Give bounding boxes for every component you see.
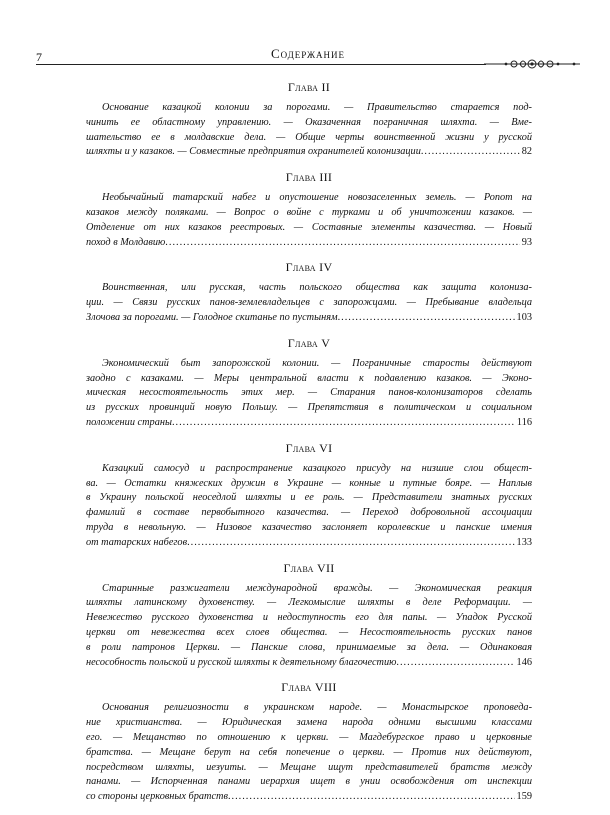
- toc-chapter: [86, 336, 532, 431]
- summary-line-text: Воинственная, или русская, часть польского общества как защита колониза-: [102, 282, 532, 294]
- toc-chapter: [86, 680, 532, 805]
- chapter-page-number: 82: [521, 146, 532, 158]
- summary-line: [86, 281, 532, 296]
- summary-line: [86, 775, 532, 790]
- summary-line: [86, 716, 532, 731]
- chapter-summary: [86, 101, 532, 160]
- summary-line-text: братства. — Мещане берут на себя попечение о церкви. — Против них действуют,: [86, 746, 532, 758]
- chapter-page-number: 159: [516, 791, 532, 803]
- summary-line-text: Злочова за порогами. — Голодное скитанье по пустыням: [86, 311, 338, 323]
- summary-line: [86, 462, 532, 477]
- summary-line: [86, 145, 532, 160]
- summary-line-text: в роли патронов Церкви. — Панские слова, принимаемые за дела. — Одинаковая: [86, 641, 532, 653]
- chapter-page-number: 103: [516, 311, 532, 323]
- header-rule: [36, 64, 486, 65]
- dot-leader: [421, 145, 520, 160]
- summary-line-text: шательство ее в молдавские дела. — Общие черты воинственной жизни у русской: [86, 131, 532, 143]
- summary-line-text: Основания религиозности в украинском народе. — Монастырское проповеда-: [102, 702, 532, 714]
- chapter-title: Глава VII: [283, 560, 335, 575]
- summary-line-text: Невежество русского духовенства и недоступность его для папы. — Упадок Русской: [86, 612, 532, 624]
- summary-line-text: панами. — Испорченная панами иерархия ищет в унии освобождения от инспекции: [86, 776, 532, 788]
- running-title: Содержание: [270, 46, 346, 61]
- summary-line-text: чинить ее областному управлению. — Оказаченная пограничная шляхта. — Вме-: [86, 116, 532, 128]
- chapter-title: Глава IV: [285, 260, 333, 275]
- summary-line-text: его. — Мещанство по отношению к церкви. — Магдебургское право и церковные: [86, 731, 532, 743]
- summary-line-text: из русских провинций новую Польшу. — Препятствия в политическом и социальном: [86, 402, 532, 414]
- summary-line: [86, 221, 532, 236]
- summary-line: [86, 386, 532, 401]
- summary-line-text: шляхты латинскому духовенству. — Легкомыслие шляхты в деле Реформации. —: [86, 597, 532, 609]
- summary-line: [86, 701, 532, 716]
- summary-line-text: поход в Молдавию: [86, 236, 166, 248]
- summary-line-text: заодно с казаками. — Меры центральной власти к подавлению казаков. — Эконо-: [86, 372, 532, 384]
- summary-line: [86, 101, 532, 116]
- dot-leader: [172, 416, 515, 431]
- summary-line: [86, 357, 532, 372]
- chapter-title: Глава VIII: [281, 680, 337, 695]
- chapter-summary: [86, 191, 532, 250]
- summary-line: [86, 596, 532, 611]
- summary-line-text: церкви от невежества всех слоев общества. — Несостоятельность русских панов: [86, 626, 532, 638]
- summary-line-text: положении страны: [86, 416, 172, 428]
- summary-line: [86, 611, 532, 626]
- summary-line: [86, 131, 532, 146]
- summary-line: [86, 206, 532, 221]
- summary-line: [86, 477, 532, 492]
- chapter-page-number: 146: [516, 656, 532, 668]
- summary-line: [86, 746, 532, 761]
- chapter-summary: [86, 582, 532, 671]
- toc-chapter: [86, 170, 532, 250]
- summary-line: [86, 521, 532, 536]
- toc-chapter: [86, 441, 532, 551]
- summary-line: [86, 536, 532, 551]
- summary-line: [86, 401, 532, 416]
- toc-chapter: [86, 561, 532, 671]
- dot-leader: [165, 236, 519, 251]
- chapter-page-number: 116: [516, 416, 532, 428]
- summary-line-text: ва. — Остатки княжеских дружин в Украине — конные и путные бояре. — Наплыв: [86, 477, 532, 489]
- dot-leader: [187, 536, 514, 551]
- chapter-summary: [86, 281, 532, 325]
- summary-line-text: ции. — Связи русских панов-землевладельцев с запорожцами. — Пребывание владельца: [86, 297, 532, 309]
- summary-line: [86, 641, 532, 656]
- summary-line-text: Старинные разжигатели международной вражды. — Экономическая реакция: [102, 582, 532, 594]
- summary-line-text: посредством шляхты, иезуиты. — Мещане ищут представителей братств между: [86, 761, 532, 773]
- dot-leader: [338, 311, 515, 326]
- chapter-title: Глава V: [287, 335, 331, 350]
- summary-line-text: фамилий в составе первобытного казачества. — Переход добровольной ассоциации: [86, 507, 532, 519]
- summary-line-text: Казацкий самосуд и распространение казацкого присуду на низшие слои общест-: [102, 462, 532, 474]
- chapter-summary: [86, 462, 532, 551]
- toc-chapter: [86, 260, 532, 325]
- summary-line-text: Экономический быт запорожской колонии. — Пограничные старосты действуют: [102, 357, 532, 369]
- dot-leader: [396, 656, 514, 671]
- summary-line: [86, 311, 532, 326]
- summary-line: [86, 761, 532, 776]
- summary-line: [86, 296, 532, 311]
- ornament-icon: [484, 56, 580, 72]
- summary-line: [86, 582, 532, 597]
- page-header: [36, 42, 580, 72]
- chapter-summary: [86, 701, 532, 805]
- summary-line: [86, 416, 532, 431]
- summary-line-text: ние христианства. — Юридическая замена народа одними высшими классами: [86, 717, 532, 729]
- summary-line: [86, 656, 532, 671]
- summary-line-text: казаков между поляками. — Вопрос о войне с турками и об уничтожении казаков. —: [86, 206, 532, 218]
- summary-line: [86, 372, 532, 387]
- summary-line: [86, 191, 532, 206]
- summary-line: [86, 236, 532, 251]
- chapter-title: Глава III: [285, 170, 333, 185]
- summary-line: [86, 506, 532, 521]
- summary-line: [86, 491, 532, 506]
- chapter-page-number: 93: [521, 236, 532, 248]
- summary-line-text: в Украину польской неоседлой шляхты и ее роль. — Представители знатных русских: [86, 492, 532, 504]
- summary-line-text: Отделение от них казаков реестровых. — Составные элементы казачества. — Новый: [86, 221, 532, 233]
- summary-line-text: труда в невольную. — Низовое казачество заслоняет королевские и панские имения: [86, 521, 532, 533]
- summary-line: [86, 116, 532, 131]
- chapter-title: Глава VI: [285, 440, 333, 455]
- summary-line-text: несособность польской и русской шляхты к деятельному благочестию: [86, 656, 397, 668]
- chapter-title: Глава II: [287, 80, 331, 94]
- chapter-summary: [86, 357, 532, 431]
- dot-leader: [228, 790, 515, 805]
- summary-line-text: Необычайный татарский набег и опустошение новозаселенных земель. — Ропот на: [102, 192, 532, 204]
- summary-line: [86, 731, 532, 746]
- toc-chapter: [86, 80, 532, 160]
- chapter-page-number: 133: [516, 536, 532, 548]
- summary-line-text: от татарских набегов: [86, 536, 188, 548]
- summary-line-text: мическая несостоятельность этих мер. — Старания панов-колонизаторов сделать: [86, 387, 532, 399]
- page-number: 7: [36, 50, 42, 64]
- summary-line-text: со стороны церковных братств: [86, 791, 228, 803]
- summary-line-text: шляхты и у казаков. — Совместные предприятия охранителей колонизации: [86, 146, 421, 158]
- summary-line-text: Основание казацкой колонии за порогами. — Правительство старается под-: [102, 102, 532, 113]
- table-of-contents: [86, 80, 532, 815]
- summary-line: [86, 790, 532, 805]
- summary-line: [86, 626, 532, 641]
